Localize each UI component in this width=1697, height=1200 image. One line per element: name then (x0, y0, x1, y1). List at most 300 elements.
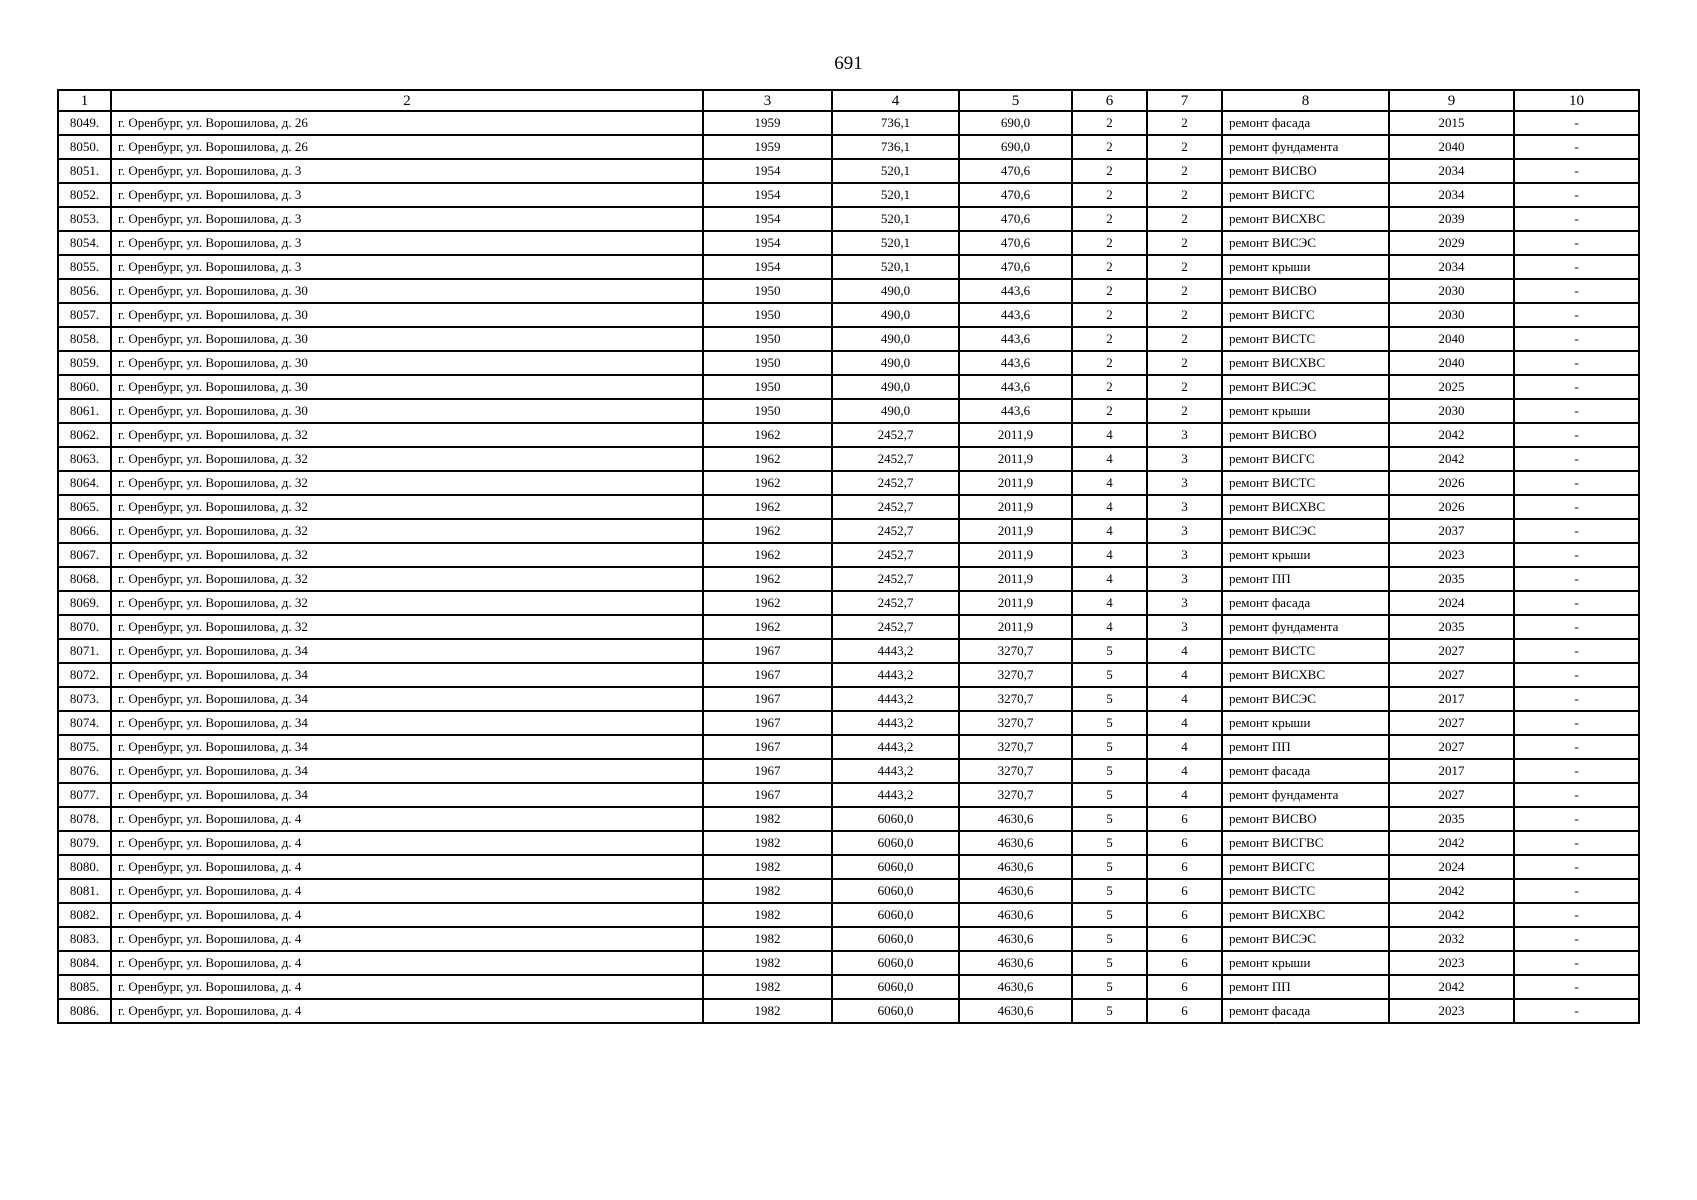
cell-planned-year: 2023 (1389, 543, 1514, 567)
cell-address: г. Оренбург, ул. Ворошилова, д. 32 (111, 495, 703, 519)
cell-year-built: 1967 (703, 687, 832, 711)
cell-year-built: 1982 (703, 975, 832, 999)
cell-address: г. Оренбург, ул. Ворошилова, д. 4 (111, 903, 703, 927)
cell-entrances: 2 (1147, 375, 1222, 399)
table-row (58, 855, 1639, 879)
cell-year-built: 1962 (703, 567, 832, 591)
cell-address: г. Оренбург, ул. Ворошилова, д. 4 (111, 855, 703, 879)
table-row (58, 999, 1639, 1023)
cell-floors: 2 (1072, 135, 1147, 159)
cell-row-number: 8051. (58, 159, 111, 183)
table-row (58, 519, 1639, 543)
cell-floors: 5 (1072, 735, 1147, 759)
cell-row-number: 8077. (58, 783, 111, 807)
cell-planned-year: 2017 (1389, 687, 1514, 711)
cell-address: г. Оренбург, ул. Ворошилова, д. 32 (111, 423, 703, 447)
cell-entrances: 6 (1147, 855, 1222, 879)
cell-floors: 5 (1072, 999, 1147, 1023)
cell-total-area: 2452,7 (832, 519, 959, 543)
cell-row-number: 8075. (58, 735, 111, 759)
cell-year-built: 1967 (703, 663, 832, 687)
column-header: 3 (703, 90, 832, 111)
cell-work-type: ремонт ВИСЭС (1222, 231, 1389, 255)
cell-living-area: 443,6 (959, 279, 1072, 303)
cell-living-area: 3270,7 (959, 735, 1072, 759)
column-header: 10 (1514, 90, 1639, 111)
cell-planned-year: 2027 (1389, 783, 1514, 807)
cell-year-built: 1982 (703, 951, 832, 975)
cell-total-area: 520,1 (832, 183, 959, 207)
cell-total-area: 2452,7 (832, 495, 959, 519)
cell-floors: 2 (1072, 351, 1147, 375)
cell-floors: 2 (1072, 111, 1147, 135)
cell-living-area: 2011,9 (959, 567, 1072, 591)
cell-address: г. Оренбург, ул. Ворошилова, д. 3 (111, 207, 703, 231)
cell-planned-year: 2042 (1389, 447, 1514, 471)
cell-column-10-value: - (1514, 807, 1639, 831)
table-row (58, 783, 1639, 807)
cell-column-10-value: - (1514, 927, 1639, 951)
cell-entrances: 4 (1147, 759, 1222, 783)
cell-work-type: ремонт ВИСХВС (1222, 351, 1389, 375)
cell-floors: 5 (1072, 951, 1147, 975)
cell-total-area: 6060,0 (832, 951, 959, 975)
cell-column-10-value: - (1514, 303, 1639, 327)
cell-column-10-value: - (1514, 351, 1639, 375)
cell-planned-year: 2032 (1389, 927, 1514, 951)
cell-floors: 2 (1072, 159, 1147, 183)
table-row (58, 639, 1639, 663)
cell-work-type: ремонт фасада (1222, 111, 1389, 135)
header-row (58, 90, 1639, 111)
cell-column-10-value: - (1514, 423, 1639, 447)
cell-row-number: 8073. (58, 687, 111, 711)
cell-living-area: 4630,6 (959, 975, 1072, 999)
cell-work-type: ремонт ВИСГС (1222, 303, 1389, 327)
cell-row-number: 8062. (58, 423, 111, 447)
cell-row-number: 8083. (58, 927, 111, 951)
cell-address: г. Оренбург, ул. Ворошилова, д. 4 (111, 975, 703, 999)
cell-living-area: 470,6 (959, 159, 1072, 183)
cell-entrances: 2 (1147, 255, 1222, 279)
cell-work-type: ремонт ВИСВО (1222, 807, 1389, 831)
cell-total-area: 2452,7 (832, 615, 959, 639)
cell-work-type: ремонт ВИСХВС (1222, 207, 1389, 231)
cell-column-10-value: - (1514, 975, 1639, 999)
cell-entrances: 3 (1147, 471, 1222, 495)
cell-address: г. Оренбург, ул. Ворошилова, д. 34 (111, 687, 703, 711)
cell-planned-year: 2029 (1389, 231, 1514, 255)
cell-floors: 4 (1072, 519, 1147, 543)
table-row (58, 399, 1639, 423)
cell-living-area: 4630,6 (959, 807, 1072, 831)
cell-year-built: 1982 (703, 927, 832, 951)
cell-floors: 5 (1072, 687, 1147, 711)
cell-living-area: 443,6 (959, 327, 1072, 351)
table-row (58, 951, 1639, 975)
cell-total-area: 490,0 (832, 399, 959, 423)
cell-column-10-value: - (1514, 567, 1639, 591)
cell-planned-year: 2027 (1389, 735, 1514, 759)
cell-address: г. Оренбург, ул. Ворошилова, д. 4 (111, 951, 703, 975)
cell-entrances: 2 (1147, 159, 1222, 183)
cell-row-number: 8068. (58, 567, 111, 591)
cell-planned-year: 2024 (1389, 855, 1514, 879)
cell-column-10-value: - (1514, 543, 1639, 567)
cell-living-area: 3270,7 (959, 687, 1072, 711)
cell-floors: 4 (1072, 495, 1147, 519)
table-row (58, 807, 1639, 831)
cell-living-area: 470,6 (959, 183, 1072, 207)
cell-living-area: 4630,6 (959, 831, 1072, 855)
cell-total-area: 520,1 (832, 255, 959, 279)
cell-year-built: 1967 (703, 759, 832, 783)
cell-living-area: 443,6 (959, 303, 1072, 327)
cell-total-area: 4443,2 (832, 735, 959, 759)
cell-address: г. Оренбург, ул. Ворошилова, д. 32 (111, 543, 703, 567)
cell-work-type: ремонт ПП (1222, 567, 1389, 591)
cell-column-10-value: - (1514, 399, 1639, 423)
cell-column-10-value: - (1514, 255, 1639, 279)
cell-floors: 5 (1072, 855, 1147, 879)
table-row (58, 183, 1639, 207)
cell-address: г. Оренбург, ул. Ворошилова, д. 3 (111, 231, 703, 255)
cell-planned-year: 2039 (1389, 207, 1514, 231)
cell-floors: 4 (1072, 615, 1147, 639)
cell-column-10-value: - (1514, 375, 1639, 399)
table-row (58, 375, 1639, 399)
cell-row-number: 8076. (58, 759, 111, 783)
cell-planned-year: 2025 (1389, 375, 1514, 399)
cell-address: г. Оренбург, ул. Ворошилова, д. 32 (111, 591, 703, 615)
cell-living-area: 3270,7 (959, 783, 1072, 807)
table-row (58, 231, 1639, 255)
cell-living-area: 4630,6 (959, 879, 1072, 903)
cell-row-number: 8069. (58, 591, 111, 615)
cell-entrances: 3 (1147, 591, 1222, 615)
cell-column-10-value: - (1514, 615, 1639, 639)
cell-column-10-value: - (1514, 903, 1639, 927)
column-header: 9 (1389, 90, 1514, 111)
cell-work-type: ремонт фасада (1222, 999, 1389, 1023)
cell-living-area: 470,6 (959, 207, 1072, 231)
cell-floors: 2 (1072, 183, 1147, 207)
cell-column-10-value: - (1514, 159, 1639, 183)
cell-entrances: 3 (1147, 543, 1222, 567)
table-row (58, 615, 1639, 639)
cell-floors: 5 (1072, 807, 1147, 831)
cell-entrances: 6 (1147, 807, 1222, 831)
cell-total-area: 6060,0 (832, 927, 959, 951)
cell-work-type: ремонт ПП (1222, 735, 1389, 759)
cell-work-type: ремонт крыши (1222, 711, 1389, 735)
cell-floors: 4 (1072, 543, 1147, 567)
cell-living-area: 2011,9 (959, 543, 1072, 567)
cell-floors: 5 (1072, 831, 1147, 855)
cell-total-area: 2452,7 (832, 447, 959, 471)
cell-floors: 4 (1072, 567, 1147, 591)
cell-planned-year: 2030 (1389, 303, 1514, 327)
table-row (58, 831, 1639, 855)
cell-entrances: 4 (1147, 687, 1222, 711)
column-header: 5 (959, 90, 1072, 111)
cell-work-type: ремонт ВИСЭС (1222, 927, 1389, 951)
cell-entrances: 3 (1147, 567, 1222, 591)
cell-entrances: 2 (1147, 351, 1222, 375)
cell-address: г. Оренбург, ул. Ворошилова, д. 30 (111, 303, 703, 327)
cell-column-10-value: - (1514, 471, 1639, 495)
cell-row-number: 8056. (58, 279, 111, 303)
cell-total-area: 2452,7 (832, 471, 959, 495)
cell-entrances: 2 (1147, 183, 1222, 207)
cell-floors: 2 (1072, 255, 1147, 279)
cell-total-area: 490,0 (832, 279, 959, 303)
cell-living-area: 4630,6 (959, 855, 1072, 879)
table-row (58, 759, 1639, 783)
cell-total-area: 6060,0 (832, 831, 959, 855)
cell-address: г. Оренбург, ул. Ворошилова, д. 26 (111, 111, 703, 135)
cell-work-type: ремонт ВИСГС (1222, 183, 1389, 207)
cell-row-number: 8050. (58, 135, 111, 159)
cell-floors: 5 (1072, 663, 1147, 687)
table-row (58, 423, 1639, 447)
cell-address: г. Оренбург, ул. Ворошилова, д. 32 (111, 615, 703, 639)
cell-entrances: 2 (1147, 111, 1222, 135)
cell-planned-year: 2017 (1389, 759, 1514, 783)
cell-work-type: ремонт ВИСЭС (1222, 687, 1389, 711)
column-header: 6 (1072, 90, 1147, 111)
registry-table (57, 89, 1640, 1024)
cell-floors: 2 (1072, 279, 1147, 303)
cell-row-number: 8080. (58, 855, 111, 879)
cell-row-number: 8085. (58, 975, 111, 999)
cell-year-built: 1962 (703, 615, 832, 639)
table-row (58, 591, 1639, 615)
cell-row-number: 8082. (58, 903, 111, 927)
cell-planned-year: 2015 (1389, 111, 1514, 135)
table-row (58, 255, 1639, 279)
table-row (58, 927, 1639, 951)
cell-year-built: 1962 (703, 519, 832, 543)
cell-address: г. Оренбург, ул. Ворошилова, д. 32 (111, 567, 703, 591)
cell-year-built: 1962 (703, 591, 832, 615)
cell-address: г. Оренбург, ул. Ворошилова, д. 4 (111, 999, 703, 1023)
cell-floors: 4 (1072, 591, 1147, 615)
cell-column-10-value: - (1514, 999, 1639, 1023)
cell-column-10-value: - (1514, 591, 1639, 615)
cell-planned-year: 2037 (1389, 519, 1514, 543)
cell-year-built: 1962 (703, 543, 832, 567)
cell-work-type: ремонт фасада (1222, 759, 1389, 783)
cell-work-type: ремонт ВИСЭС (1222, 375, 1389, 399)
cell-planned-year: 2023 (1389, 951, 1514, 975)
cell-planned-year: 2035 (1389, 567, 1514, 591)
cell-entrances: 2 (1147, 303, 1222, 327)
cell-entrances: 2 (1147, 135, 1222, 159)
cell-planned-year: 2040 (1389, 135, 1514, 159)
cell-entrances: 2 (1147, 279, 1222, 303)
cell-living-area: 2011,9 (959, 495, 1072, 519)
cell-entrances: 6 (1147, 903, 1222, 927)
cell-entrances: 4 (1147, 783, 1222, 807)
cell-floors: 4 (1072, 471, 1147, 495)
cell-column-10-value: - (1514, 207, 1639, 231)
table-row (58, 735, 1639, 759)
cell-year-built: 1959 (703, 111, 832, 135)
cell-living-area: 2011,9 (959, 471, 1072, 495)
cell-row-number: 8049. (58, 111, 111, 135)
cell-entrances: 4 (1147, 711, 1222, 735)
cell-total-area: 6060,0 (832, 999, 959, 1023)
cell-row-number: 8059. (58, 351, 111, 375)
cell-address: г. Оренбург, ул. Ворошилова, д. 3 (111, 159, 703, 183)
cell-entrances: 3 (1147, 423, 1222, 447)
cell-column-10-value: - (1514, 519, 1639, 543)
cell-year-built: 1954 (703, 159, 832, 183)
cell-living-area: 2011,9 (959, 615, 1072, 639)
cell-column-10-value: - (1514, 879, 1639, 903)
cell-work-type: ремонт фундамента (1222, 135, 1389, 159)
cell-floors: 2 (1072, 327, 1147, 351)
table-row (58, 159, 1639, 183)
cell-address: г. Оренбург, ул. Ворошилова, д. 4 (111, 807, 703, 831)
cell-floors: 2 (1072, 207, 1147, 231)
cell-living-area: 2011,9 (959, 519, 1072, 543)
cell-address: г. Оренбург, ул. Ворошилова, д. 32 (111, 447, 703, 471)
table-row (58, 135, 1639, 159)
cell-year-built: 1950 (703, 279, 832, 303)
cell-row-number: 8079. (58, 831, 111, 855)
cell-living-area: 4630,6 (959, 951, 1072, 975)
cell-entrances: 3 (1147, 519, 1222, 543)
cell-entrances: 6 (1147, 951, 1222, 975)
cell-work-type: ремонт ВИСГС (1222, 855, 1389, 879)
cell-column-10-value: - (1514, 111, 1639, 135)
cell-row-number: 8053. (58, 207, 111, 231)
cell-entrances: 6 (1147, 831, 1222, 855)
cell-year-built: 1982 (703, 855, 832, 879)
cell-column-10-value: - (1514, 735, 1639, 759)
cell-row-number: 8054. (58, 231, 111, 255)
cell-address: г. Оренбург, ул. Ворошилова, д. 30 (111, 327, 703, 351)
cell-row-number: 8072. (58, 663, 111, 687)
cell-floors: 5 (1072, 639, 1147, 663)
cell-year-built: 1950 (703, 351, 832, 375)
cell-work-type: ремонт ВИСГС (1222, 447, 1389, 471)
cell-row-number: 8066. (58, 519, 111, 543)
cell-column-10-value: - (1514, 783, 1639, 807)
cell-row-number: 8052. (58, 183, 111, 207)
cell-row-number: 8063. (58, 447, 111, 471)
cell-floors: 5 (1072, 759, 1147, 783)
cell-work-type: ремонт фундамента (1222, 783, 1389, 807)
cell-total-area: 4443,2 (832, 639, 959, 663)
cell-address: г. Оренбург, ул. Ворошилова, д. 32 (111, 519, 703, 543)
cell-row-number: 8074. (58, 711, 111, 735)
cell-row-number: 8084. (58, 951, 111, 975)
column-header: 8 (1222, 90, 1389, 111)
cell-planned-year: 2042 (1389, 975, 1514, 999)
cell-address: г. Оренбург, ул. Ворошилова, д. 34 (111, 759, 703, 783)
cell-year-built: 1967 (703, 639, 832, 663)
cell-year-built: 1950 (703, 303, 832, 327)
cell-planned-year: 2023 (1389, 999, 1514, 1023)
cell-row-number: 8061. (58, 399, 111, 423)
cell-planned-year: 2026 (1389, 495, 1514, 519)
cell-entrances: 4 (1147, 735, 1222, 759)
cell-floors: 5 (1072, 783, 1147, 807)
cell-address: г. Оренбург, ул. Ворошилова, д. 34 (111, 783, 703, 807)
table-row (58, 327, 1639, 351)
cell-address: г. Оренбург, ул. Ворошилова, д. 34 (111, 735, 703, 759)
cell-planned-year: 2034 (1389, 183, 1514, 207)
cell-planned-year: 2034 (1389, 159, 1514, 183)
cell-total-area: 6060,0 (832, 975, 959, 999)
cell-year-built: 1967 (703, 735, 832, 759)
cell-address: г. Оренбург, ул. Ворошилова, д. 26 (111, 135, 703, 159)
page-number: 691 (834, 53, 863, 74)
table-row (58, 687, 1639, 711)
cell-address: г. Оренбург, ул. Ворошилова, д. 30 (111, 351, 703, 375)
cell-floors: 2 (1072, 375, 1147, 399)
cell-column-10-value: - (1514, 231, 1639, 255)
cell-address: г. Оренбург, ул. Ворошилова, д. 3 (111, 255, 703, 279)
cell-row-number: 8060. (58, 375, 111, 399)
cell-entrances: 2 (1147, 327, 1222, 351)
cell-address: г. Оренбург, ул. Ворошилова, д. 4 (111, 831, 703, 855)
cell-work-type: ремонт ВИСХВС (1222, 663, 1389, 687)
cell-address: г. Оренбург, ул. Ворошилова, д. 4 (111, 879, 703, 903)
table-row (58, 447, 1639, 471)
cell-row-number: 8078. (58, 807, 111, 831)
cell-floors: 5 (1072, 975, 1147, 999)
cell-planned-year: 2035 (1389, 807, 1514, 831)
cell-floors: 4 (1072, 447, 1147, 471)
cell-total-area: 736,1 (832, 111, 959, 135)
cell-year-built: 1959 (703, 135, 832, 159)
cell-year-built: 1982 (703, 807, 832, 831)
cell-work-type: ремонт крыши (1222, 951, 1389, 975)
cell-address: г. Оренбург, ул. Ворошилова, д. 4 (111, 927, 703, 951)
cell-living-area: 3270,7 (959, 639, 1072, 663)
cell-address: г. Оренбург, ул. Ворошилова, д. 34 (111, 639, 703, 663)
cell-year-built: 1962 (703, 423, 832, 447)
cell-address: г. Оренбург, ул. Ворошилова, д. 3 (111, 183, 703, 207)
table-row (58, 351, 1639, 375)
cell-year-built: 1982 (703, 999, 832, 1023)
cell-entrances: 2 (1147, 399, 1222, 423)
cell-year-built: 1967 (703, 783, 832, 807)
cell-year-built: 1962 (703, 447, 832, 471)
cell-work-type: ремонт ВИСТС (1222, 471, 1389, 495)
cell-row-number: 8057. (58, 303, 111, 327)
cell-row-number: 8065. (58, 495, 111, 519)
cell-total-area: 4443,2 (832, 711, 959, 735)
cell-entrances: 4 (1147, 663, 1222, 687)
cell-planned-year: 2042 (1389, 423, 1514, 447)
table-row (58, 663, 1639, 687)
cell-floors: 5 (1072, 903, 1147, 927)
cell-row-number: 8070. (58, 615, 111, 639)
table-body (58, 111, 1639, 1023)
cell-living-area: 443,6 (959, 399, 1072, 423)
cell-work-type: ремонт фундамента (1222, 615, 1389, 639)
cell-living-area: 4630,6 (959, 927, 1072, 951)
cell-total-area: 490,0 (832, 351, 959, 375)
cell-entrances: 2 (1147, 231, 1222, 255)
cell-living-area: 443,6 (959, 375, 1072, 399)
cell-entrances: 4 (1147, 639, 1222, 663)
